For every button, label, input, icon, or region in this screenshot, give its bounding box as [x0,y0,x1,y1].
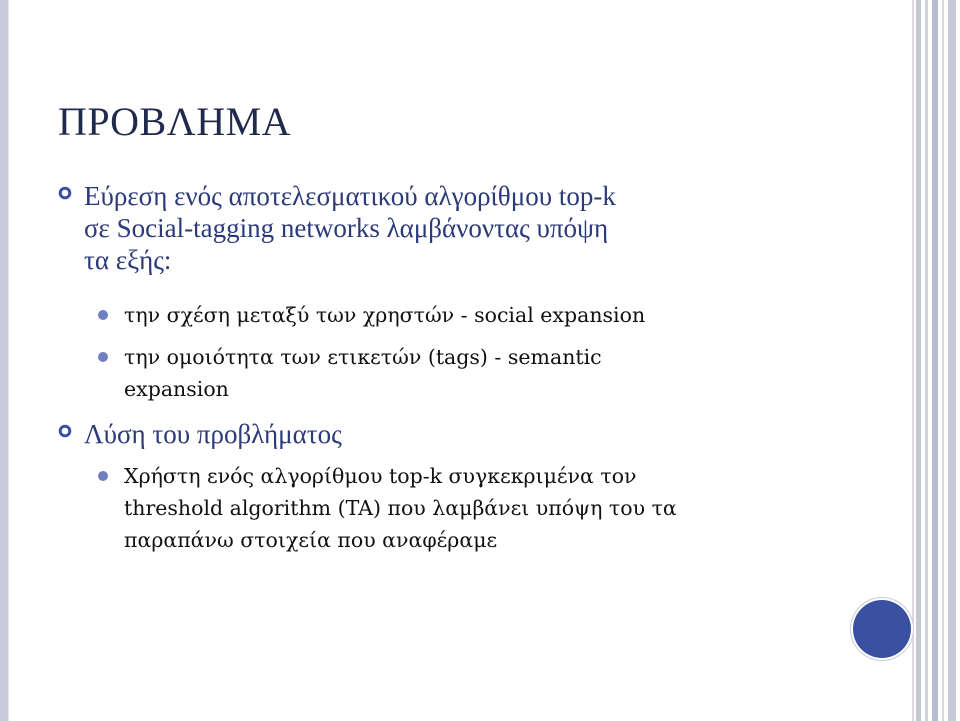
right-decorative-rails [912,0,960,721]
bullet-line: Λύση του προβλήματος [84,419,342,449]
ring-bullet-icon [58,424,72,438]
dot-bullet-icon [98,352,108,362]
left-decorative-rail [0,0,8,721]
subbullet-line: παραπάνω στοιχεία που αναφέραμε [124,528,498,552]
bullet-solution [84,418,342,450]
dot-bullet-icon [98,310,108,320]
subbullet-line: expansion [124,377,229,401]
dot-bullet-icon [98,471,108,481]
subbullet-line: threshold algorithm (TA) που λαμβάνει υπόψη του τα [124,496,677,520]
subbullet-line: την ομοιότητα των ετικετών (tags) - semantic [124,345,602,369]
subbullet-threshold-algorithm [124,460,677,556]
bullet-line: Εύρεση ενός αποτελεσματικού αλγορίθμου top-k [84,181,616,211]
decorative-circle [853,600,911,658]
ring-bullet-icon [58,186,72,200]
slide-title: ΠΡΟΒΛΗΜΑ [58,99,292,144]
subbullet-line: την σχέση μεταξύ των χρηστών - social expansion [124,303,646,327]
subbullet-semantic-expansion [124,341,602,405]
bullet-problem [84,180,616,276]
bullet-line: σε Social-tagging networks λαμβάνοντας υπόψη [84,213,609,243]
bullet-line: τα εξής: [84,245,172,275]
subbullet-social-expansion [124,299,645,331]
subbullet-line: Χρήστη ενός αλγορίθμου top-k συγκεκριμένα τον [124,464,637,488]
